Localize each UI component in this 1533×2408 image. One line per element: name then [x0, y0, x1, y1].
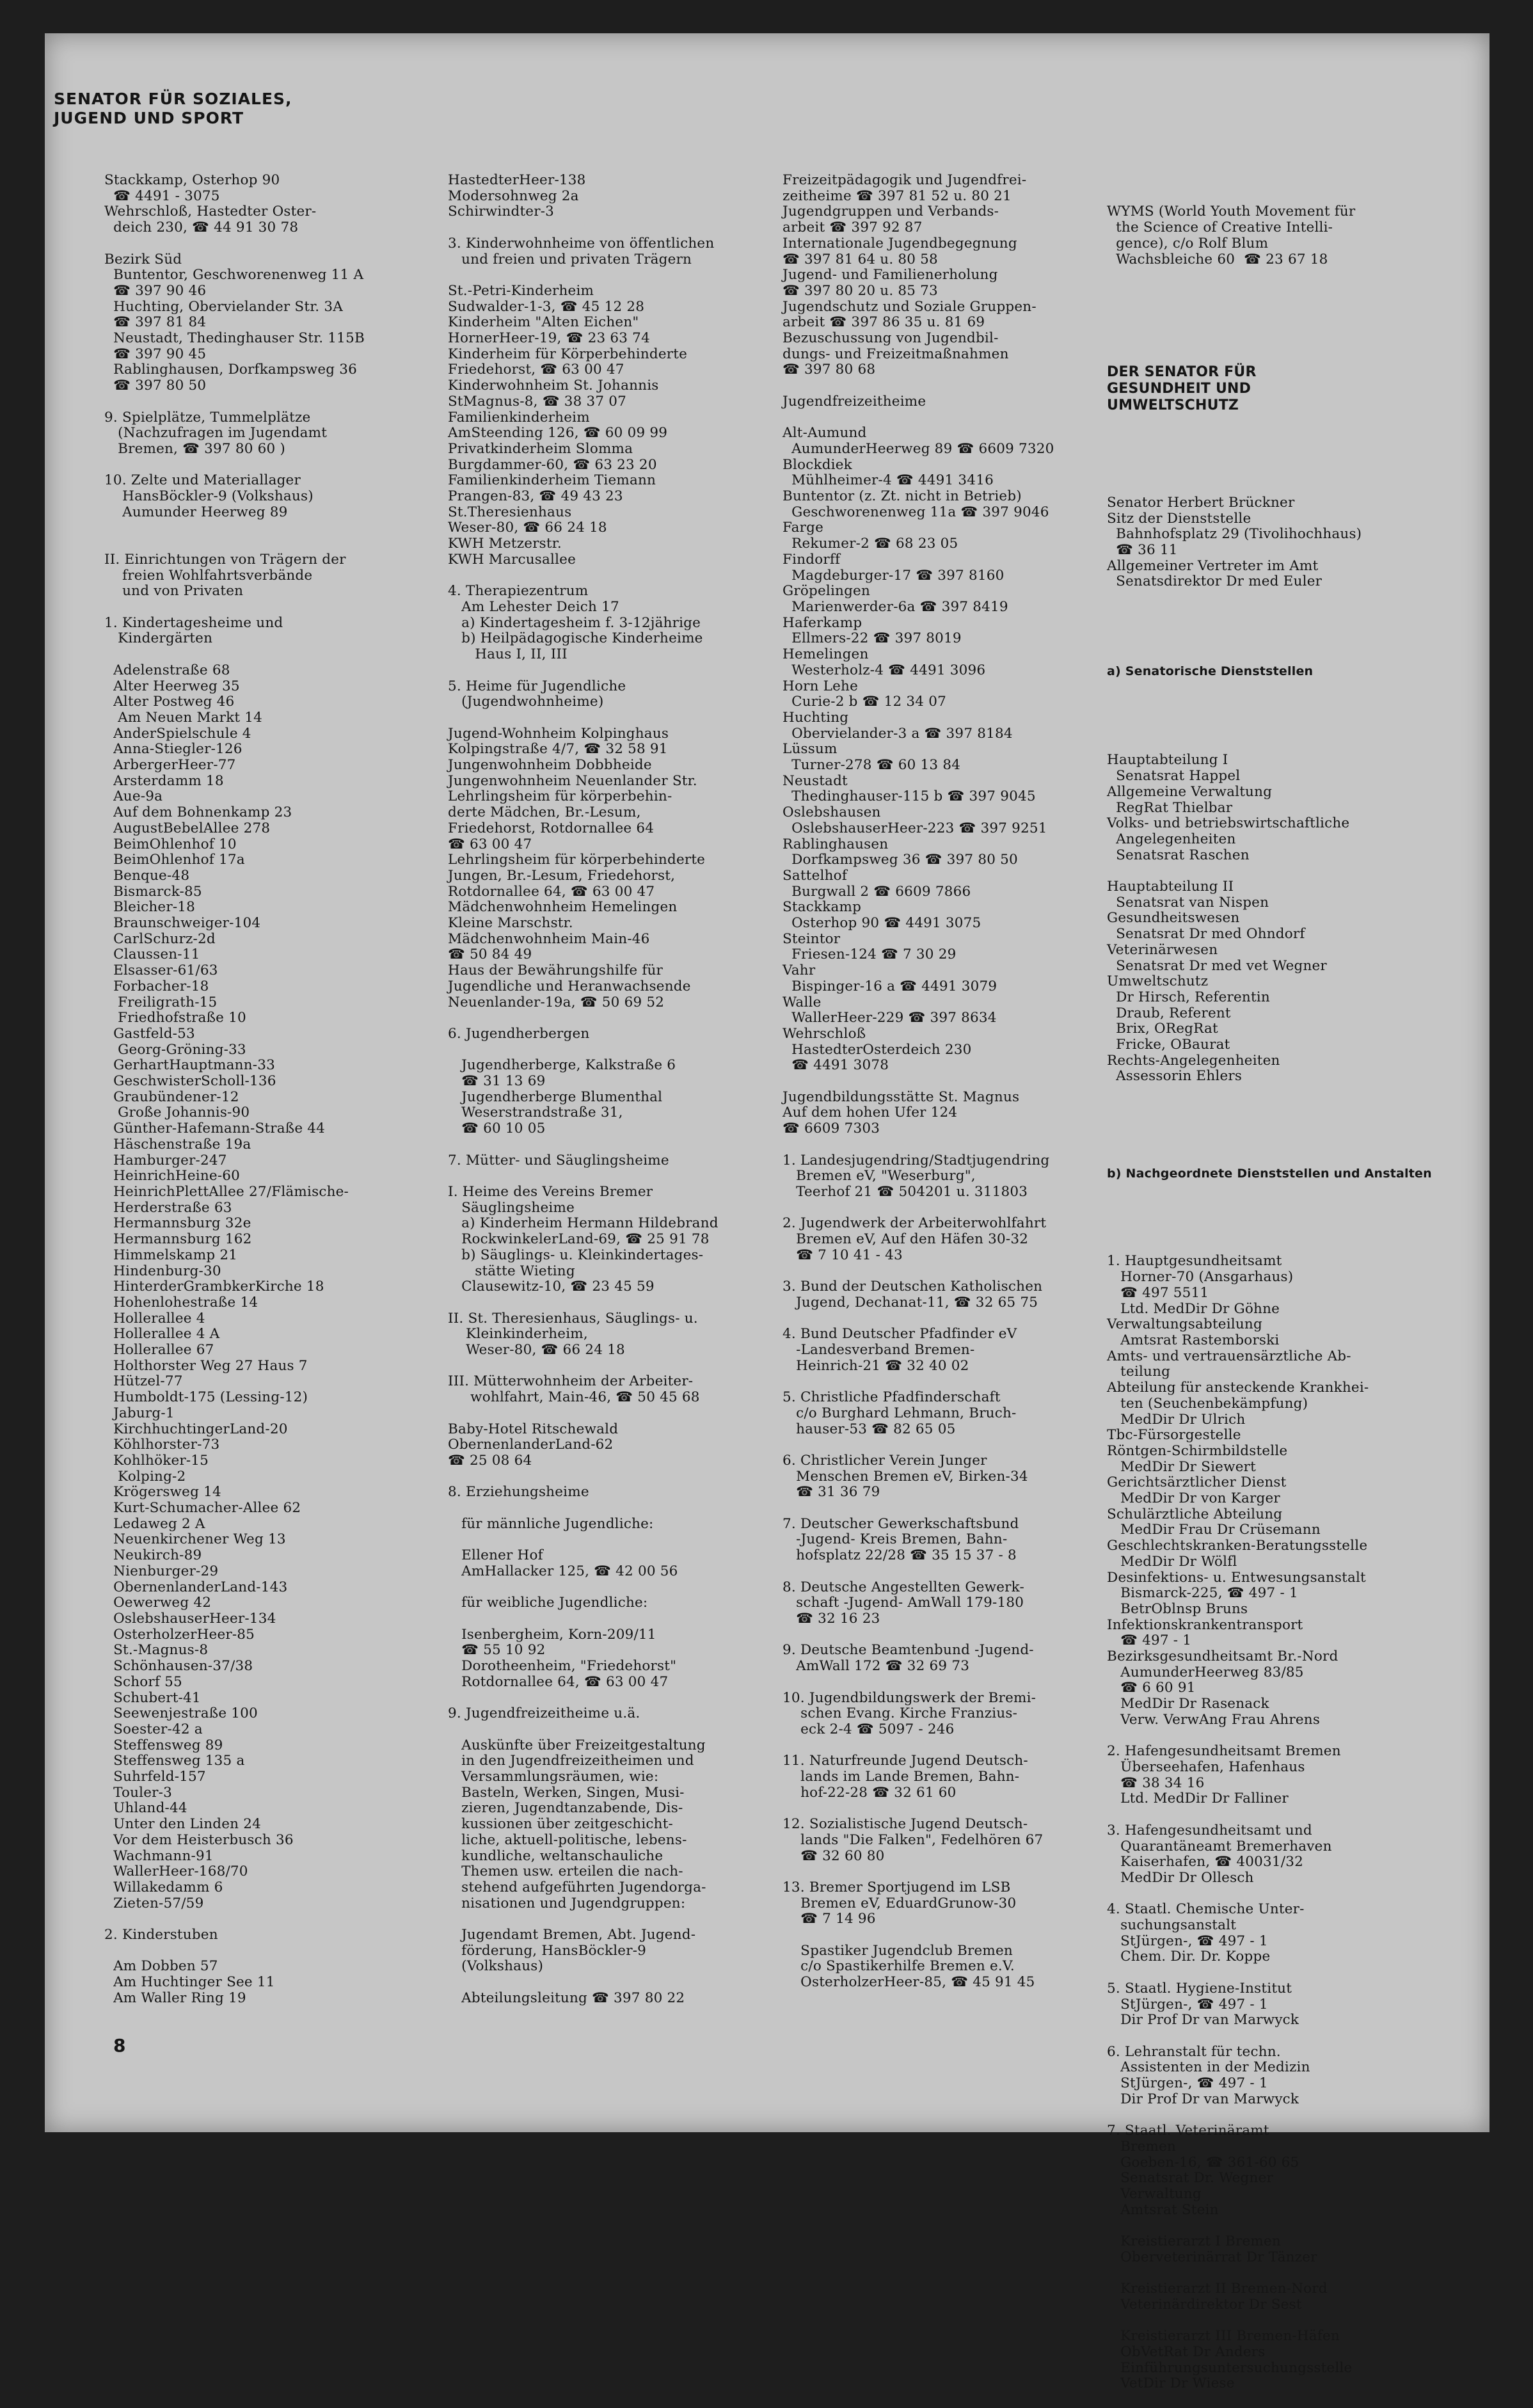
header-line-2: JUGEND UND SPORT: [54, 109, 244, 127]
subheading-nachgeordnete: b) Nachgeordnete Dienststellen und Anstalten: [1107, 1166, 1432, 1181]
header-line-1: SENATOR FÜR SOZIALES,: [54, 90, 292, 108]
section-heading-gesundheit: DER SENATOR FÜR GESUNDHEIT UND UMWELTSCHUTZ: [1107, 364, 1257, 414]
senator-info: Senator Herbert Brückner Sitz der Dienststelle Bahnhofsplatz 29 (Tivolihochhaus) ☎ 36 11 Allgemeiner Vertreter im Amt Senatsdirektor Dr med Euler: [1107, 494, 1362, 590]
page-header: [54, 90, 292, 128]
column-2: HastedterHeer-138 Modersohnweg 2a Schirwindter-3 3. Kinderwohnheime von öffentlichen und freien und privaten Trägern St.-Petri-Kinderheim Sudwalder-1-3, ☎ 45 12 28 Kinderheim "Alten Eichen" HornerHeer-19, ☎ 23 63 74 Kinderheim für Körperbehinderte Friedehorst, ☎ 63 00 47 Kinderwohnheim St. Johannis StMagnus-8, ☎ 38 37 07 Familienkinderheim AmSteending 126, ☎ 60 09 99 Privatkinderheim Slomma Burgdammer-60, ☎ 63 23 20 Familienkinderheim Tiemann Prangen-83, ☎ 49 43 23 St.Theresienhaus Weser-80, ☎ 66 24 18 KWH Metzerstr. KWH Marcusallee 4. Therapiezentrum Am Lehester Deich 17 a) Kindertagesheim f. 3-12jährige b) Heilpädagogische Kinderheime Haus I, II, III 5. Heime für Jugendliche (Jugendwohnheime) Jugend-Wohnheim Kolpinghaus Kolpingstraße 4/7, ☎ 32 58 91 Jungenwohnheim Dobbheide Jungenwohnheim Neuenlander Str. Lehrlingsheim für körperbehin- derte Mädchen, Br.-Lesum, Friedehorst, Rotdornallee 64 ☎ 63 00 47 Lehrlingsheim für körperbehinderte Jungen, Br.-Lesum, Friedehorst, Rotdornallee 64, ☎ 63 00 47 Mädchenwohnheim Hemelingen Kleine Marschstr. Mädchenwohnheim Main-46 ☎ 50 84 49 Haus der Bewährungshilfe für Jugendliche und Heranwachsende Neuenlander-19a, ☎ 50 69 52 6. Jugendherbergen Jugendherberge, Kalkstraße 6 ☎ 31 13 69 Jugendherberge Blumenthal Weserstrandstraße 31, ☎ 60 10 05 7. Mütter- und Säuglingsheime I. Heime des Vereins Bremer Säuglingsheime a) Kinderheim Hermann Hildebrand RockwinkelerLand-69, ☎ 25 91 78 b) Säuglings- u. Kleinkindertages- stätte Wieting Clausewitz-10, ☎ 23 45 59 II. St. Theresienhaus, Säuglings- u. Kleinkinderheim, Weser-80, ☎ 66 24 18 III. Mütterwohnheim der Arbeiter- wohlfahrt, Main-46, ☎ 50 45 68 Baby-Hotel Ritschewald ObernenlanderLand-62 ☎ 25 08 64 8. Erziehungsheime für männliche Jugendliche: Ellener Hof AmHallacker 125, ☎ 42 00 56 für weibliche Jugendliche: Isenbergheim, Korn-209/11 ☎ 55 10 92 Dorotheenheim, "Friedehorst" Rotdornallee 64, ☎ 63 00 47 9. Jugendfreizeitheime u.ä. Auskünfte über Freizeitgestaltung in den Jugendfreizeitheimen und Versammlungsräumen, wie: Basteln, Werken, Singen, Musi- zieren, Jugendtanzabende, Dis- kussionen über zeitgeschicht- liche, aktuell-politische, lebens- kundliche, weltanschauliche Themen usw. erteilen die nach- stehend aufgeführten Jugendorga- nisationen und Jugendgruppen: Jugendamt Bremen, Abt. Jugend- förderung, HansBöckler-9 (Volkshaus) Abteilungsleitung ☎ 397 80 22: [448, 172, 719, 2006]
column-3: Freizeitpädagogik und Jugendfrei- zeitheime ☎ 397 81 52 u. 80 21 Jugendgruppen und Verbands- arbeit ☎ 397 92 87 Internationale Jugendbegegnung ☎ 397 81 64 u. 80 58 Jugend- und Familienerholung ☎ 397 80 20 u. 85 73 Jugendschutz und Soziale Gruppen- arbeit ☎ 397 86 35 u. 81 69 Bezuschussung von Jugendbil- dungs- und Freizeitmaßnahmen ☎ 397 80 68 Jugendfreizeitheime Alt-Aumund AumunderHeerweg 89 ☎ 6609 7320 Blockdiek Mühlheimer-4 ☎ 4491 3416 Buntentor (z. Zt. nicht in Betrieb) Geschworenenweg 11a ☎ 397 9046 Farge Rekumer-2 ☎ 68 23 05 Findorff Magdeburger-17 ☎ 397 8160 Gröpelingen Marienwerder-6a ☎ 397 8419 Haferkamp Ellmers-22 ☎ 397 8019 Hemelingen Westerholz-4 ☎ 4491 3096 Horn Lehe Curie-2 b ☎ 12 34 07 Huchting Obervielander-3 a ☎ 397 8184 Lüssum Turner-278 ☎ 60 13 84 Neustadt Thedinghauser-115 b ☎ 397 9045 Oslebshausen OslebshauserHeer-223 ☎ 397 9251 Rablinghausen Dorfkampsweg 36 ☎ 397 80 50 Sattelhof Burgwall 2 ☎ 6609 7866 Stackkamp Osterhop 90 ☎ 4491 3075 Steintor Friesen-124 ☎ 7 30 29 Vahr Bispinger-16 a ☎ 4491 3079 Walle WallerHeer-229 ☎ 397 8634 Wehrschloß HastedterOsterdeich 230 ☎ 4491 3078 Jugendbildungsstätte St. Magnus Auf dem hohen Ufer 124 ☎ 6609 7303 1. Landesjugendring/Stadtjugendring Bremen eV, "Weserburg", Teerhof 21 ☎ 504201 u. 311803 2. Jugendwerk der Arbeiterwohlfahrt Bremen eV, Auf den Häfen 30-32 ☎ 7 10 41 - 43 3. Bund der Deutschen Katholischen Jugend, Dechanat-11, ☎ 32 65 75 4. Bund Deutscher Pfadfinder eV -Landesverband Bremen- Heinrich-21 ☎ 32 40 02 5. Christliche Pfadfinderschaft c/o Burghard Lehmann, Bruch- hauser-53 ☎ 82 65 05 6. Christlicher Verein Junger Menschen Bremen eV, Birken-34 ☎ 31 36 79 7. Deutscher Gewerkschaftsbund -Jugend- Kreis Bremen, Bahn- hofsplatz 22/28 ☎ 35 15 37 - 8 8. Deutsche Angestellten Gewerk- schaft -Jugend- AmWall 179-180 ☎ 32 16 23 9. Deutsche Beamtenbund -Jugend- AmWall 172 ☎ 32 69 73 10. Jugendbildungswerk der Bremi- schen Evang. Kirche Franzius- eck 2-4 ☎ 5097 - 246 11. Naturfreunde Jugend Deutsch- lands im Lande Bremen, Bahn- hof-22-28 ☎ 32 61 60 12. Sozialistische Jugend Deutsch- lands "Die Falken", Fedelhören 67 ☎ 32 60 80 13. Bremer Sportjugend im LSB Bremen eV, EduardGrunow-30 ☎ 7 14 96 Spastiker Jugendclub Bremen c/o Spastikerhilfe Bremen e.V. OsterholzerHeer-85, ☎ 45 91 45: [782, 172, 1054, 1991]
column-1: Stackkamp, Osterhop 90 ☎ 4491 - 3075 Wehrschloß, Hastedter Oster- deich 230, ☎ 44 91 30 78 Bezirk Süd Buntentor, Geschworenenweg 11 A ☎ 397 90 46 Huchting, Obervielander Str. 3A ☎ 397 81 84 Neustadt, Thedinghauser Str. 115B ☎ 397 90 45 Rablinghausen, Dorfkampsweg 36 ☎ 397 80 50 9. Spielplätze, Tummelplätze (Nachzufragen im Jugendamt Bremen, ☎ 397 80 60 ) 10. Zelte und Materiallager HansBöckler-9 (Volkshaus) Aumunder Heerweg 89 II. Einrichtungen von Trägern der freien Wohlfahrtsverbände und von Privaten 1. Kindertagesheime und Kindergärten Adelenstraße 68 Alter Heerweg 35 Alter Postweg 46 Am Neuen Markt 14 AnderSpielschule 4 Anna-Stiegler-126 ArbergerHeer-77 Arsterdamm 18 Aue-9a Auf dem Bohnenkamp 23 AugustBebelAllee 278 BeimOhlenhof 10 BeimOhlenhof 17a Benque-48 Bismarck-85 Bleicher-18 Braunschweiger-104 CarlSchurz-2d Claussen-11 Elsasser-61/63 Forbacher-18 Freiligrath-15 Friedhofstraße 10 Gastfeld-53 Georg-Gröning-33 GerhartHauptmann-33 GeschwisterScholl-136 Graubündener-12 Große Johannis-90 Günther-Hafemann-Straße 44 Häschenstraße 19a Hamburger-247 HeinrichHeine-60 HeinrichPlettAllee 27/Flämische- Herderstraße 63 Hermannsburg 32e Hermannsburg 162 Himmelskamp 21 Hindenburg-30 HinterderGrambkerKirche 18 Hohenlohestraße 14 Hollerallee 4 Hollerallee 4 A Hollerallee 67 Holthorster Weg 27 Haus 7 Hützel-77 Humboldt-175 (Lessing-12) Jaburg-1 KirchhuchtingerLand-20 Köhlhorster-73 Kohlhöker-15 Kolping-2 Krögersweg 14 Kurt-Schumacher-Allee 62 Ledaweg 2 A Neuenkirchener Weg 13 Neukirch-89 Nienburger-29 ObernenlanderLand-143 Oewerweg 42 OslebshauserHeer-134 OsterholzerHeer-85 St.-Magnus-8 Schönhausen-37/38 Schorf 55 Schubert-41 Seewenjestraße 100 Soester-42 a Steffensweg 89 Steffensweg 135 a Suhrfeld-157 Touler-3 Uhland-44 Unter den Linden 24 Vor dem Heisterbusch 36 Wachmann-91 WallerHeer-168/70 Willakedamm 6 Zieten-57/59 2. Kinderstuben Am Dobben 57 Am Huchtinger See 11 Am Waller Ring 19: [104, 172, 365, 2006]
column-4: [1107, 173, 1432, 2408]
wyms-entry: WYMS (World Youth Movement für the Science of Creative Intelli- gence), c/o Rolf Blum Wachsbleiche 60 ☎ 23 67 18: [1107, 203, 1356, 267]
page-number: 8: [113, 2035, 126, 2056]
subheading-senatorische: a) Senatorische Dienststellen: [1107, 664, 1314, 678]
nachgeordnete-list: 1. Hauptgesundheitsamt Horner-70 (Ansgarhaus) ☎ 497 5511 Ltd. MedDir Dr Göhne Verwaltungsabteilung Amtsrat Rastemborski Amts- und vertrauensärztliche Ab- teilung Abteilung für ansteckende Krankhei- ten (Seuchenbekämpfung) MedDir Dr Ulrich Tbc-Fürsorgestelle Röntgen-Schirmbildstelle MedDir Dr Siewert Gerichtsärztlicher Dienst MedDir Dr von Karger Schulärztliche Abteilung MedDir Frau Dr Crüsemann Geschlechtskranken-Beratungsstelle MedDir Dr Wölfl Desinfektions- u. Entwesungsanstalt Bismarck-225, ☎ 497 - 1 BetrOblnsp Bruns Infektionskrankentransport ☎ 497 - 1 Bezirksgesundheitsamt Br.-Nord AumunderHeerweg 83/85 ☎ 6 60 91 MedDir Dr Rasenack Verw. VerwAng Frau Ahrens 2. Hafengesundheitsamt Bremen Überseehafen, Hafenhaus ☎ 38 34 16 Ltd. MedDir Dr Falliner 3. Hafengesundheitsamt und Quarantäneamt Bremerhaven Kaiserhafen, ☎ 40031/32 MedDir Dr Ollesch 4. Staatl. Chemische Unter- suchungsanstalt StJürgen-, ☎ 497 - 1 Chem. Dir. Dr. Koppe 5. Staatl. Hygiene-Institut StJürgen-, ☎ 497 - 1 Dir Prof Dr van Marwyck 6. Lehranstalt für techn. Assistenten in der Medizin StJürgen-, ☎ 497 - 1 Dir Prof Dr van Marwyck 7. Staatl. Veterinäramt Bremen Goeben-16, ☎ 361-60 65 Senatsrat Dr. Wegner Verwaltung Amtsrat Stein Kreistierarzt I Bremen Oberveterinärrat Dr Tänzer Kreistierarzt II Bremen-Nord Veterinärdirektor Dr Sest Kreistierarzt III Bremen-Häfen ObVetRat Dr Anders Einführungsuntersuchungsstelle VetDir Dr Wiese: [1107, 1253, 1369, 2392]
senatorische-list: Hauptabteilung I Senatsrat Happel Allgemeine Verwaltung RegRat Thielbar Volks- und betriebswirtschaftliche Angelegenheiten Senatsrat Raschen Hauptabteilung II Senatsrat van Nispen Gesundheitswesen Senatsrat Dr med Ohndorf Veterinärwesen Senatsrat Dr med vet Wegner Umweltschutz Dr Hirsch, Referentin Draub, Referent Brix, ORegRat Fricke, OBaurat Rechts-Angelegenheiten Assessorin Ehlers: [1107, 752, 1350, 1085]
